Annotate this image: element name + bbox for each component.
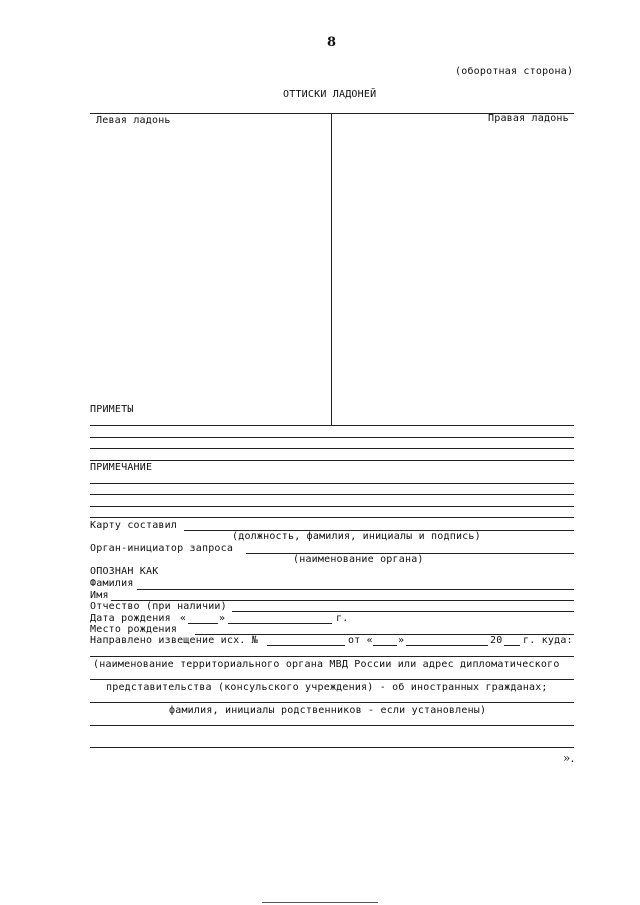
note-line[interactable] — [90, 483, 574, 484]
destination-line[interactable] — [90, 747, 574, 748]
birth-quote-close: » — [219, 613, 226, 624]
surname-field[interactable] — [137, 589, 574, 590]
initiator-hint: (наименование органа) — [293, 554, 424, 565]
birth-place-label: Место рождения — [90, 624, 178, 635]
left-palm-label: Левая ладонь — [96, 115, 171, 126]
surname-label: Фамилия — [90, 578, 134, 589]
notice-year-prefix: 20 — [490, 635, 503, 646]
birth-month-year-field[interactable] — [228, 623, 332, 624]
signs-line[interactable] — [90, 460, 574, 461]
destination-line[interactable] — [90, 656, 574, 657]
destination-line[interactable] — [90, 702, 574, 703]
signs-line — [90, 425, 574, 426]
notice-year-field[interactable] — [504, 645, 520, 646]
instruction-line-3: фамилия, инициалы родственников - если установлены) — [169, 705, 487, 716]
signs-line[interactable] — [90, 448, 574, 449]
note-line[interactable] — [90, 506, 574, 507]
instruction-line-1: (наименование территориального органа МВД России или адрес дипломатического — [93, 659, 560, 670]
palms-divider — [331, 114, 332, 426]
identified-as-label: ОПОЗНАН КАК — [90, 566, 159, 577]
patronymic-field[interactable] — [232, 611, 574, 612]
page-title: ОТТИСКИ ЛАДОНЕЙ — [283, 89, 377, 100]
page-number: 8 — [327, 35, 337, 50]
notice-number-field[interactable] — [267, 645, 345, 646]
signs-label: ПРИМЕТЫ — [90, 404, 134, 415]
notice-quote-close: » — [398, 635, 405, 646]
side-note: (оборотная сторона) — [455, 66, 574, 77]
notice-label: Направлено извещение исх. № — [90, 635, 258, 646]
note-line[interactable] — [90, 494, 574, 495]
birth-year-suffix: г. — [336, 613, 349, 624]
notice-destination-label: г. куда: — [523, 635, 573, 646]
destination-line[interactable] — [90, 725, 574, 726]
instruction-line-2: представительства (консульского учреждения) - об иностранных гражданах; — [106, 682, 548, 693]
note-label: ПРИМЕЧАНИЕ — [90, 462, 153, 473]
notice-from: от « — [348, 635, 373, 646]
patronymic-label: Отчество (при наличии) — [90, 601, 227, 612]
closing-mark: ». — [563, 751, 575, 765]
initiator-label: Орган-инициатор запроса — [90, 543, 234, 554]
birth-quote-open: « — [180, 613, 187, 624]
name-label: Имя — [90, 590, 109, 601]
note-line[interactable] — [90, 517, 574, 518]
card-compiled-label: Карту составил — [90, 520, 178, 531]
notice-month-field[interactable] — [406, 645, 488, 646]
destination-line[interactable] — [90, 679, 574, 680]
right-palm-label: Правая ладонь — [488, 113, 569, 124]
signs-line[interactable] — [90, 437, 574, 438]
birth-day-field[interactable] — [188, 623, 218, 624]
card-compiled-hint: (должность, фамилия, инициалы и подпись) — [232, 531, 481, 542]
notice-day-field[interactable] — [373, 645, 397, 646]
scan-edge-line — [262, 902, 378, 903]
birth-date-label: Дата рождения — [90, 613, 171, 624]
